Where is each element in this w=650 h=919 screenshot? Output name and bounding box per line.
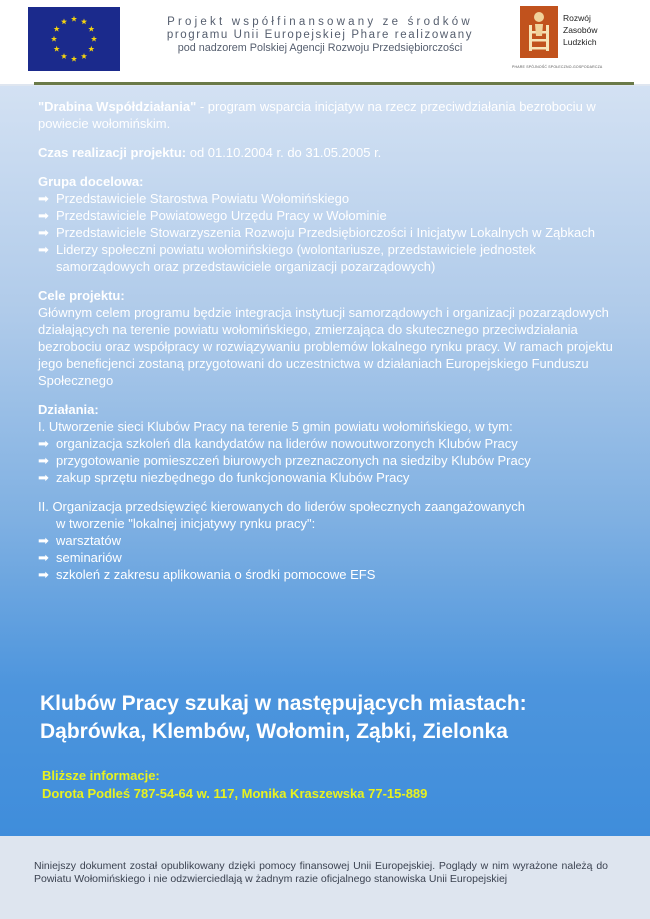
list-item xyxy=(38,190,628,207)
list-item-text: przygotowanie pomieszczeń biurowych przeznaczonych na siedziby Klubów Pracy xyxy=(56,453,531,468)
main-content xyxy=(38,98,628,583)
list-item-text: zakup sprzętu niezbędnego do funkcjonowania Klubów Pracy xyxy=(56,470,410,485)
intro-paragraph xyxy=(38,98,628,132)
list-item xyxy=(38,469,628,486)
list-item xyxy=(38,207,628,224)
arrow-bullet-icon: ➡ xyxy=(38,550,49,565)
eu-star-icon xyxy=(81,18,87,24)
eu-star-icon xyxy=(61,18,67,24)
eu-star-icon xyxy=(54,46,60,52)
rzl-subline: PHARE SPÓJNOŚĆ SPOŁECZNO-GOSPODARCZA xyxy=(512,65,603,69)
eu-stars-icon xyxy=(28,7,120,71)
rzl-line-1: Rozwój xyxy=(563,13,591,23)
list-item xyxy=(38,435,628,452)
cofinance-line-1: Projekt współfinansowany ze środków xyxy=(167,16,473,28)
eu-star-icon xyxy=(88,26,94,32)
cities-line-1: Klubów Pracy szukaj w następujących miastach: xyxy=(40,692,527,715)
cofinance-line-2: programu Unii Europejskiej Phare realizowany xyxy=(166,29,474,41)
period-paragraph xyxy=(38,144,628,161)
eu-star-icon xyxy=(54,26,60,32)
arrow-bullet-icon: ➡ xyxy=(38,533,49,548)
eu-star-icon xyxy=(88,46,94,52)
actions-part-2: II. Organizacja przedsięwzięć kierowanych do liderów społecznych zaangażowanych xyxy=(38,499,526,514)
list-item xyxy=(38,224,628,241)
spacer xyxy=(38,486,628,498)
arrow-bullet-icon: ➡ xyxy=(38,567,49,582)
period-value: od 01.10.2004 r. do 31.05.2005 r. xyxy=(186,145,382,160)
eu-star-icon xyxy=(71,16,77,22)
rzl-line-3: Ludzkich xyxy=(563,37,597,47)
actions-part-1: I. Utworzenie sieci Klubów Pracy na terenie 5 gmin powiatu wołomińskiego, w tym: xyxy=(38,419,513,434)
target-group-heading: Grupa docelowa: xyxy=(38,174,144,189)
contact-info xyxy=(42,767,427,803)
goals-section xyxy=(38,287,628,389)
list-item xyxy=(38,549,628,566)
arrow-bullet-icon: ➡ xyxy=(38,208,49,223)
list-item-text: Przedstawiciele Stowarzyszenia Rozwoju Przedsiębiorczości i Inicjatyw Lokalnych w Ząbkach xyxy=(56,225,595,240)
eu-star-icon xyxy=(81,53,87,59)
contact-details: Dorota Podleś 787-54-64 w. 117, Monika Kraszewska 77-15-889 xyxy=(42,786,428,801)
disclaimer-text: Niniejszy dokument został opublikowany dzięki pomocy finansowej Unii Europejskiej. Poglądy w nim wyrażone należą do Powiatu Wołomińskiego i nie odzwierciedlają w żadnym razie oficjalnego stanowiska Unii Europejskiej xyxy=(34,860,608,885)
period-label: Czas realizacji projektu: xyxy=(38,145,187,160)
list-item xyxy=(38,241,628,275)
list-item-text: Liderzy społeczni powiatu wołomińskiego (wolontariusze, przedstawiciele jednostek samorządowych oraz przedstawiciele organizacji pozarządowych) xyxy=(56,242,536,274)
list-item xyxy=(38,566,628,583)
list-item-text: seminariów xyxy=(56,550,122,565)
target-group-section xyxy=(38,173,628,275)
arrow-bullet-icon: ➡ xyxy=(38,470,49,485)
cities-line-2: Dąbrówka, Klembów, Wołomin, Ząbki, Zielonka xyxy=(40,720,508,743)
contact-label: Bliższe informacje: xyxy=(42,768,160,783)
header-divider xyxy=(34,82,634,85)
goals-heading: Cele projektu: xyxy=(38,288,125,303)
list-item-text: warsztatów xyxy=(56,533,122,548)
actions-part-2-cont: w tworzenie "lokalnej inicjatywy rynku pracy": xyxy=(56,516,316,531)
list-item xyxy=(38,532,628,549)
arrow-bullet-icon: ➡ xyxy=(38,453,49,468)
actions-heading: Działania: xyxy=(38,402,99,417)
rzl-logo xyxy=(520,6,558,58)
cofinance-line-3: pod nadzorem Polskiej Agencji Rozwoju Przedsiębiorczości xyxy=(177,42,463,54)
list-item xyxy=(38,452,628,469)
arrow-bullet-icon: ➡ xyxy=(38,225,49,240)
goals-text: Głównym celem programu będzie integracja instytucji samorządowych i organizacji pozarządowych działających na terenie powiatu wołomińskiego, zmierzająca do skutecznego przeciwdziałania bezrobociu oraz współpracy w rozwiązywaniu problemów lokalnego rynku pracy. W ramach projektu jego beneficjenci zostaną przygotowani do uczestnictwa w działaniach Europejskiego Funduszu Społecznego xyxy=(38,305,613,388)
eu-flag-logo xyxy=(28,7,120,71)
eu-star-icon xyxy=(71,56,77,62)
cofinance-text xyxy=(130,16,510,55)
rzl-logo-text xyxy=(563,12,598,48)
arrow-bullet-icon: ➡ xyxy=(38,191,49,206)
arrow-bullet-icon: ➡ xyxy=(38,242,49,257)
program-name: "Drabina Współdziałania" xyxy=(38,99,197,114)
list-item-text: Przedstawiciele Powiatowego Urzędu Pracy w Wołominie xyxy=(56,208,387,223)
list-item-text: organizacja szkoleń dla kandydatów na liderów nowoutworzonych Klubów Pracy xyxy=(56,436,518,451)
eu-star-icon xyxy=(91,36,97,42)
list-item-text: Przedstawiciele Starostwa Powiatu Wołomińskiego xyxy=(56,191,350,206)
list-item-text: szkoleń z zakresu aplikowania o środki pomocowe EFS xyxy=(56,567,376,582)
header xyxy=(0,0,650,84)
actions-section xyxy=(38,401,628,583)
arrow-bullet-icon: ➡ xyxy=(38,436,49,451)
intro-text: - program wsparcia inicjatyw na rzecz przeciwdziałania bezrobociu w powiecie wołomińskim. xyxy=(38,99,596,131)
rzl-line-2: Zasobów xyxy=(563,25,598,35)
ladder-figure-icon xyxy=(520,6,558,58)
eu-star-icon xyxy=(61,53,67,59)
cities-banner xyxy=(40,690,640,746)
footer xyxy=(0,836,650,919)
eu-star-icon xyxy=(51,36,57,42)
